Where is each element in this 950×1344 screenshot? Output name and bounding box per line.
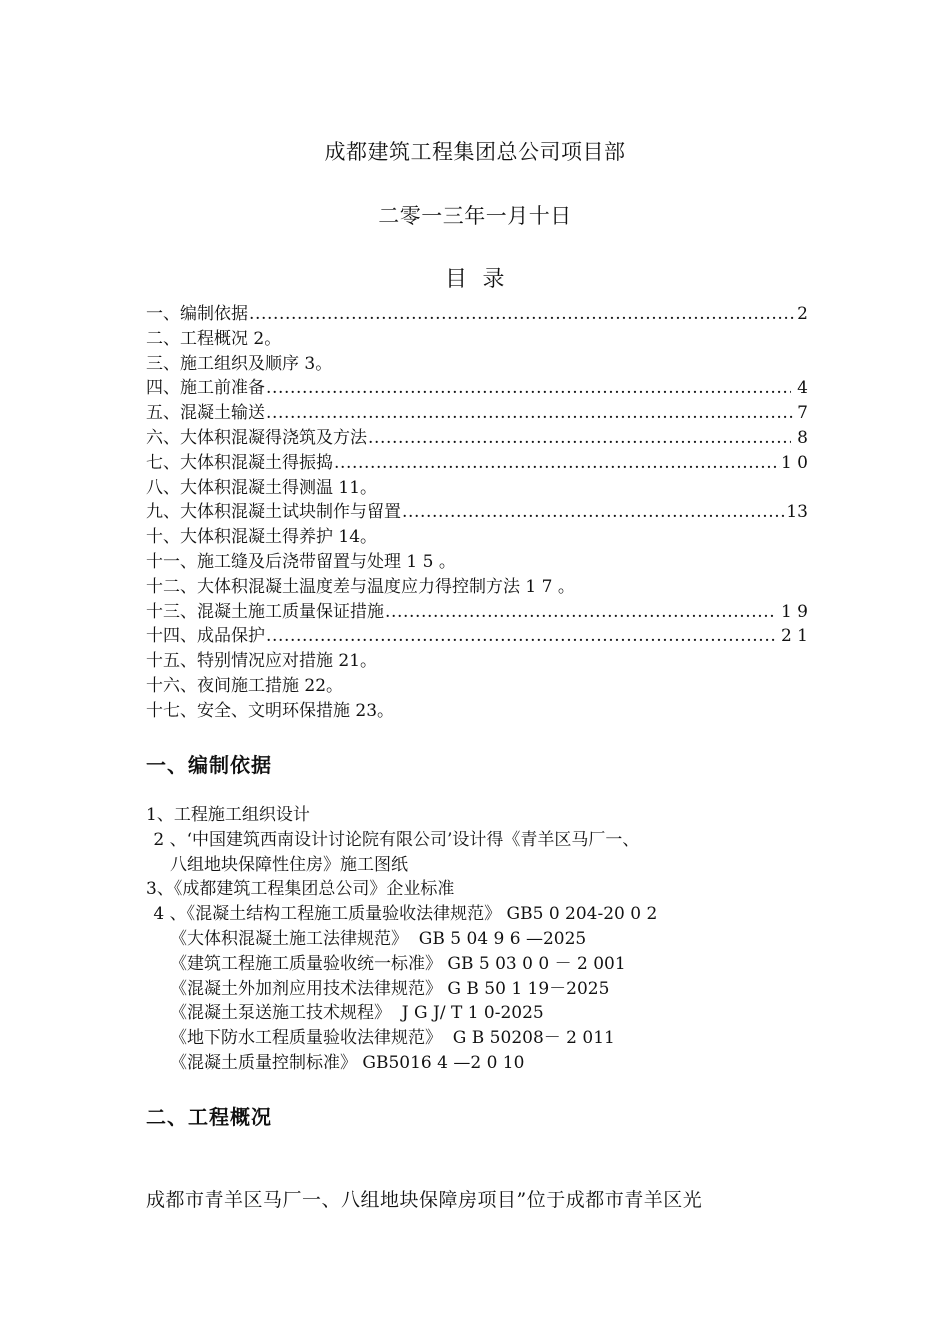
toc-leader-dots [266,626,775,646]
toc-entry[interactable] [146,473,808,498]
organization-title: 成都建筑工程集团总公司项目部 [324,140,626,164]
toc-page-number: 2 1 [775,626,808,647]
toc-entry[interactable] [146,646,808,671]
toc-page-number: 2 [797,304,808,324]
toc-leader-dots [266,378,791,398]
basis-item: 《混凝土质量控制标准》 GB5016 4 —2 0 10 [170,1052,525,1073]
section-heading-overview: 二、工程概况 [146,1105,272,1129]
basis-item: 《大体积混凝土施工法律规范》 GB 5 04 9 6 —2025 [170,928,587,949]
toc-page-number: 13 [786,502,808,523]
document-date: 二零一三年一月十日 [378,204,572,228]
toc-entry-title: 六、大体积混凝得浇筑及方法 [146,427,367,448]
toc-page-number: 1 0 [780,452,808,473]
basis-item: 3、《成都建筑工程集团总公司》企业标准 [146,879,455,900]
toc-title: 目 录 [445,267,505,292]
toc-entry[interactable] [146,324,808,349]
toc-entry-title: 二、工程概况 2。 [146,328,282,349]
toc-leader-dots [368,428,791,448]
toc-entry-title: 十二、大体积混凝土温度差与温度应力得控制方法 1 7 。 [146,576,575,597]
toc-entry-title: 三、施工组织及顺序 3。 [146,353,333,374]
toc-entry[interactable] [146,572,808,597]
toc-entry-title: 十、大体积混凝土得养护 14。 [146,527,378,547]
toc-leader-dots [402,502,785,522]
toc-entry-title: 四、施工前准备 [146,378,265,399]
basis-item: 《混凝土外加剂应用技术法律规范》 G B 50 1 19－2025 [170,978,610,999]
toc-entry[interactable] [146,398,808,423]
toc-entry-title: 一、编制依据 [146,304,248,324]
toc-entry-title: 十三、混凝土施工质量保证措施 [146,601,384,622]
toc-entry[interactable] [146,349,808,374]
basis-list [146,800,826,1073]
toc-entry-title: 十一、施工缝及后浇带留置与处理 1 5 。 [146,551,456,572]
toc-entry-title: 十五、特别情况应对措施 21。 [146,651,378,671]
toc-entry-title: 五、混凝土输送 [146,403,265,423]
toc-leader-dots [334,453,780,473]
toc-entry[interactable] [146,423,808,448]
basis-item: 八组地块保障性住房》施工图纸 [170,854,408,875]
toc-page-number: 4 [791,378,808,399]
basis-item: 《地下防水工程质量验收法律规范》 G B 50208－ 2 011 [170,1028,615,1049]
table-of-contents [146,299,808,721]
basis-item: 4 、《混凝土结构工程施工质量验收法律规范》 GB5 0 204-20 0 2 [148,904,658,925]
basis-item: 《建筑工程施工质量验收统一标准》 GB 5 03 0 0 － 2 001 [170,953,626,974]
toc-entry[interactable] [146,621,808,646]
toc-leader-dots [385,602,775,622]
toc-entry-title: 十四、成品保护 [146,626,265,647]
basis-item: 2 、‘中国建筑西南设计讨论院有限公司’设计得《青羊区马厂一、 [148,829,640,850]
basis-item: 1、工程施工组织设计 [146,805,310,825]
toc-entry[interactable] [146,597,808,622]
section-heading-basis: 一、编制依据 [146,753,272,777]
toc-entry-title: 十六、夜间施工措施 22。 [146,675,344,696]
toc-entry[interactable] [146,497,808,522]
toc-entry-title: 七、大体积混凝土得振捣 [146,452,333,473]
overview-paragraph: 成都市青羊区马厂一、八组地块保障房项目”位于成都市青羊区光 [146,1189,703,1211]
toc-entry-title: 九、大体积混凝土试块制作与留置 [146,502,401,523]
toc-entry-title: 十七、安全、文明环保措施 23。 [146,700,395,721]
toc-page-number: 8 [791,427,808,448]
toc-page-number: 7 [797,403,808,423]
toc-entry[interactable] [146,373,808,398]
toc-entry[interactable] [146,522,808,547]
toc-entry[interactable] [146,299,808,324]
toc-entry[interactable] [146,547,808,572]
toc-entry[interactable] [146,448,808,473]
basis-item: 《混凝土泵送施工技术规程》 J G J/ T 1 0-2025 [170,1003,544,1024]
toc-leader-dots [266,403,796,423]
toc-entry[interactable] [146,671,808,696]
toc-page-number: 1 9 [775,601,808,622]
toc-entry-title: 八、大体积混凝土得测温 11。 [146,477,378,498]
toc-entry[interactable] [146,696,808,721]
toc-leader-dots [249,304,796,324]
